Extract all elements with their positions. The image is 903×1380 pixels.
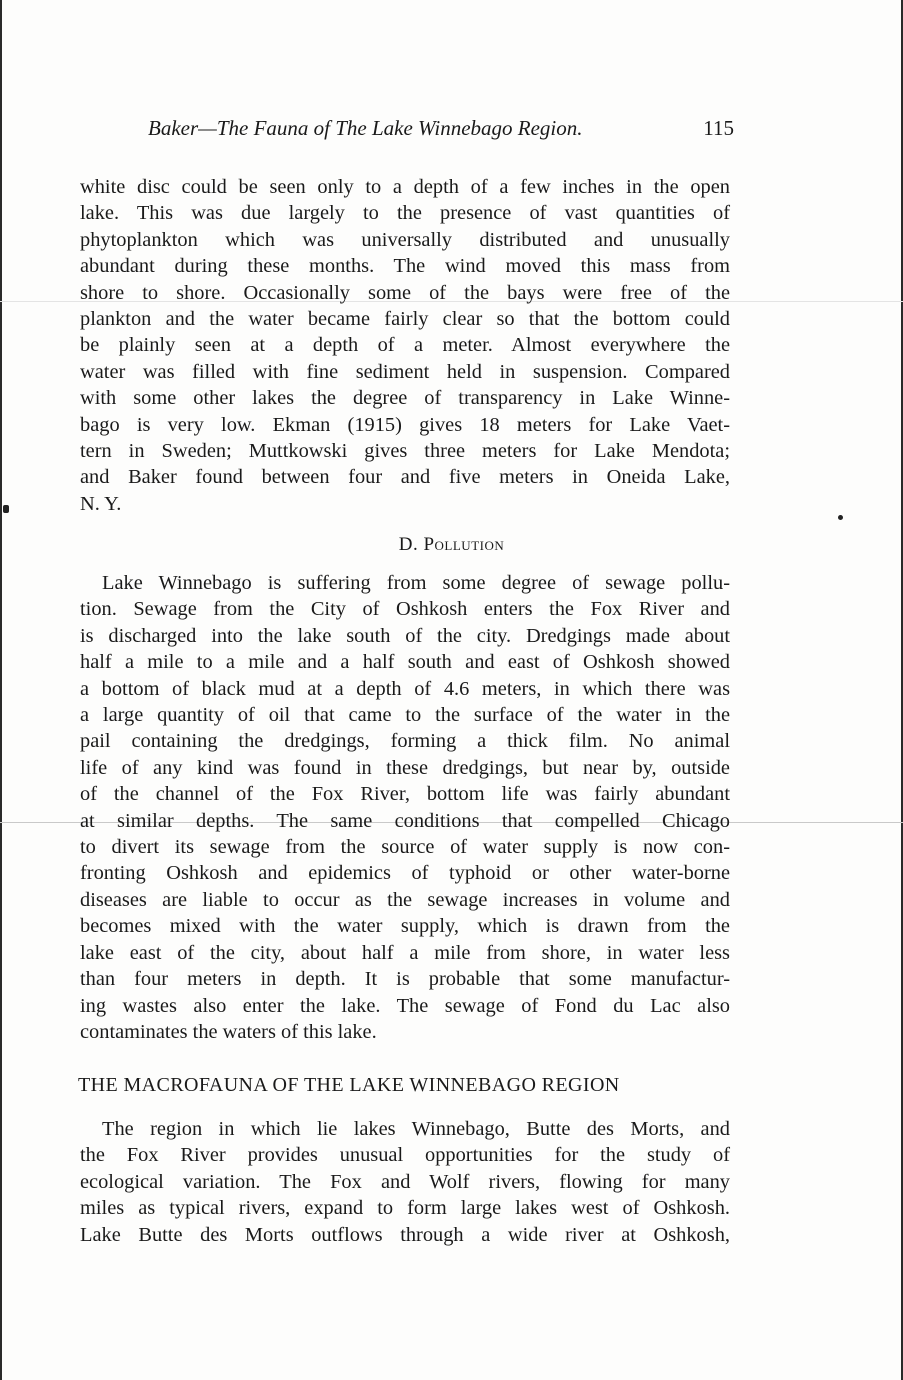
text-line: be plainly seen at a depth of a meter. Almost everywhere the xyxy=(80,334,730,357)
text-line: lake. This was due largely to the presence of vast quantities of xyxy=(80,202,730,225)
page-number: 115 xyxy=(703,116,734,140)
text-line: is discharged into the lake south of the city. Dredgings made about xyxy=(80,624,730,647)
text-line: Lake Butte des Morts outflows through a wide river at Oshkosh, xyxy=(80,1223,730,1246)
text-line: than four meters in depth. It is probable that some manufactur- xyxy=(80,968,730,991)
text-line: N. Y. xyxy=(80,492,122,515)
text-line: diseases are liable to occur as the sewage increases in volume and xyxy=(80,888,730,911)
text-line: contaminates the waters of this lake. xyxy=(80,1020,377,1043)
text-line: life of any kind was found in these dredgings, but near by, outside xyxy=(80,756,730,779)
text-line: and Baker found between four and five meters in Oneida Lake, xyxy=(80,466,730,489)
section-heading-pollution xyxy=(0,534,903,556)
text-line: fronting Oshkosh and epidemics of typhoid or other water-borne xyxy=(80,862,730,885)
text-line: abundant during these months. The wind moved this mass from xyxy=(80,255,730,278)
scan-left-edge xyxy=(0,0,2,1380)
text-line: The region in which lie lakes Winnebago, Butte des Morts, and xyxy=(102,1118,730,1140)
text-line: with some other lakes the degree of transparency in Lake Winne- xyxy=(80,387,730,410)
text-line: becomes mixed with the water supply, which is drawn from the xyxy=(80,915,730,938)
section-title: Pollution xyxy=(423,534,505,555)
paragraph-pollution xyxy=(80,570,730,1045)
chapter-heading: THE MACROFAUNA OF THE LAKE WINNEBAGO REGION xyxy=(78,1074,620,1096)
text-line: at similar depths. The same conditions that compelled Chicago xyxy=(80,809,730,832)
text-line: lake east of the city, about half a mile from shore, in water less xyxy=(80,941,730,964)
text-line: a bottom of black mud at a depth of 4.6 meters, in which there was xyxy=(80,677,730,700)
scan-speck xyxy=(838,515,843,520)
paragraph-macrofauna xyxy=(80,1116,730,1248)
text-line: plankton and the water became fairly clear so that the bottom could xyxy=(80,308,730,331)
running-header xyxy=(148,116,734,141)
section-letter: D. xyxy=(398,534,419,555)
text-line: tern in Sweden; Muttkowski gives three meters for Lake Mendota; xyxy=(80,440,730,463)
text-line: of the channel of the Fox River, bottom life was fairly abundant xyxy=(80,783,730,806)
text-line: to divert its sewage from the source of water supply is now con- xyxy=(80,836,730,859)
text-line: Lake Winnebago is suffering from some degree of sewage pollu- xyxy=(102,572,730,594)
text-line: shore to shore. Occasionally some of the bays were free of the xyxy=(80,281,730,304)
text-line: white disc could be seen only to a depth of a few inches in the open xyxy=(80,176,730,198)
text-line: miles as typical rivers, expand to form large lakes west of Oshkosh. xyxy=(80,1197,730,1220)
text-line: phytoplankton which was universally distributed and unusually xyxy=(80,228,730,251)
scan-speck xyxy=(3,505,9,513)
paragraph-transparency xyxy=(80,174,730,517)
text-line: the Fox River provides unusual opportunities for the study of xyxy=(80,1144,730,1167)
text-line: half a mile to a mile and a half south and east of Oshkosh showed xyxy=(80,651,730,674)
text-line: water was filled with fine sediment held in suspension. Compared xyxy=(80,360,730,383)
text-line: bago is very low. Ekman (1915) gives 18 meters for Lake Vaet- xyxy=(80,413,730,436)
text-line: ecological variation. The Fox and Wolf rivers, flowing for many xyxy=(80,1170,730,1193)
text-line: tion. Sewage from the City of Oshkosh enters the Fox River and xyxy=(80,598,730,621)
text-line: a large quantity of oil that came to the surface of the water in the xyxy=(80,704,730,727)
text-line: ing wastes also enter the lake. The sewage of Fond du Lac also xyxy=(80,994,730,1017)
text-line: pail containing the dredgings, forming a thick film. No animal xyxy=(80,730,730,753)
running-title: Baker—The Fauna of The Lake Winnebago Region. xyxy=(148,116,583,140)
